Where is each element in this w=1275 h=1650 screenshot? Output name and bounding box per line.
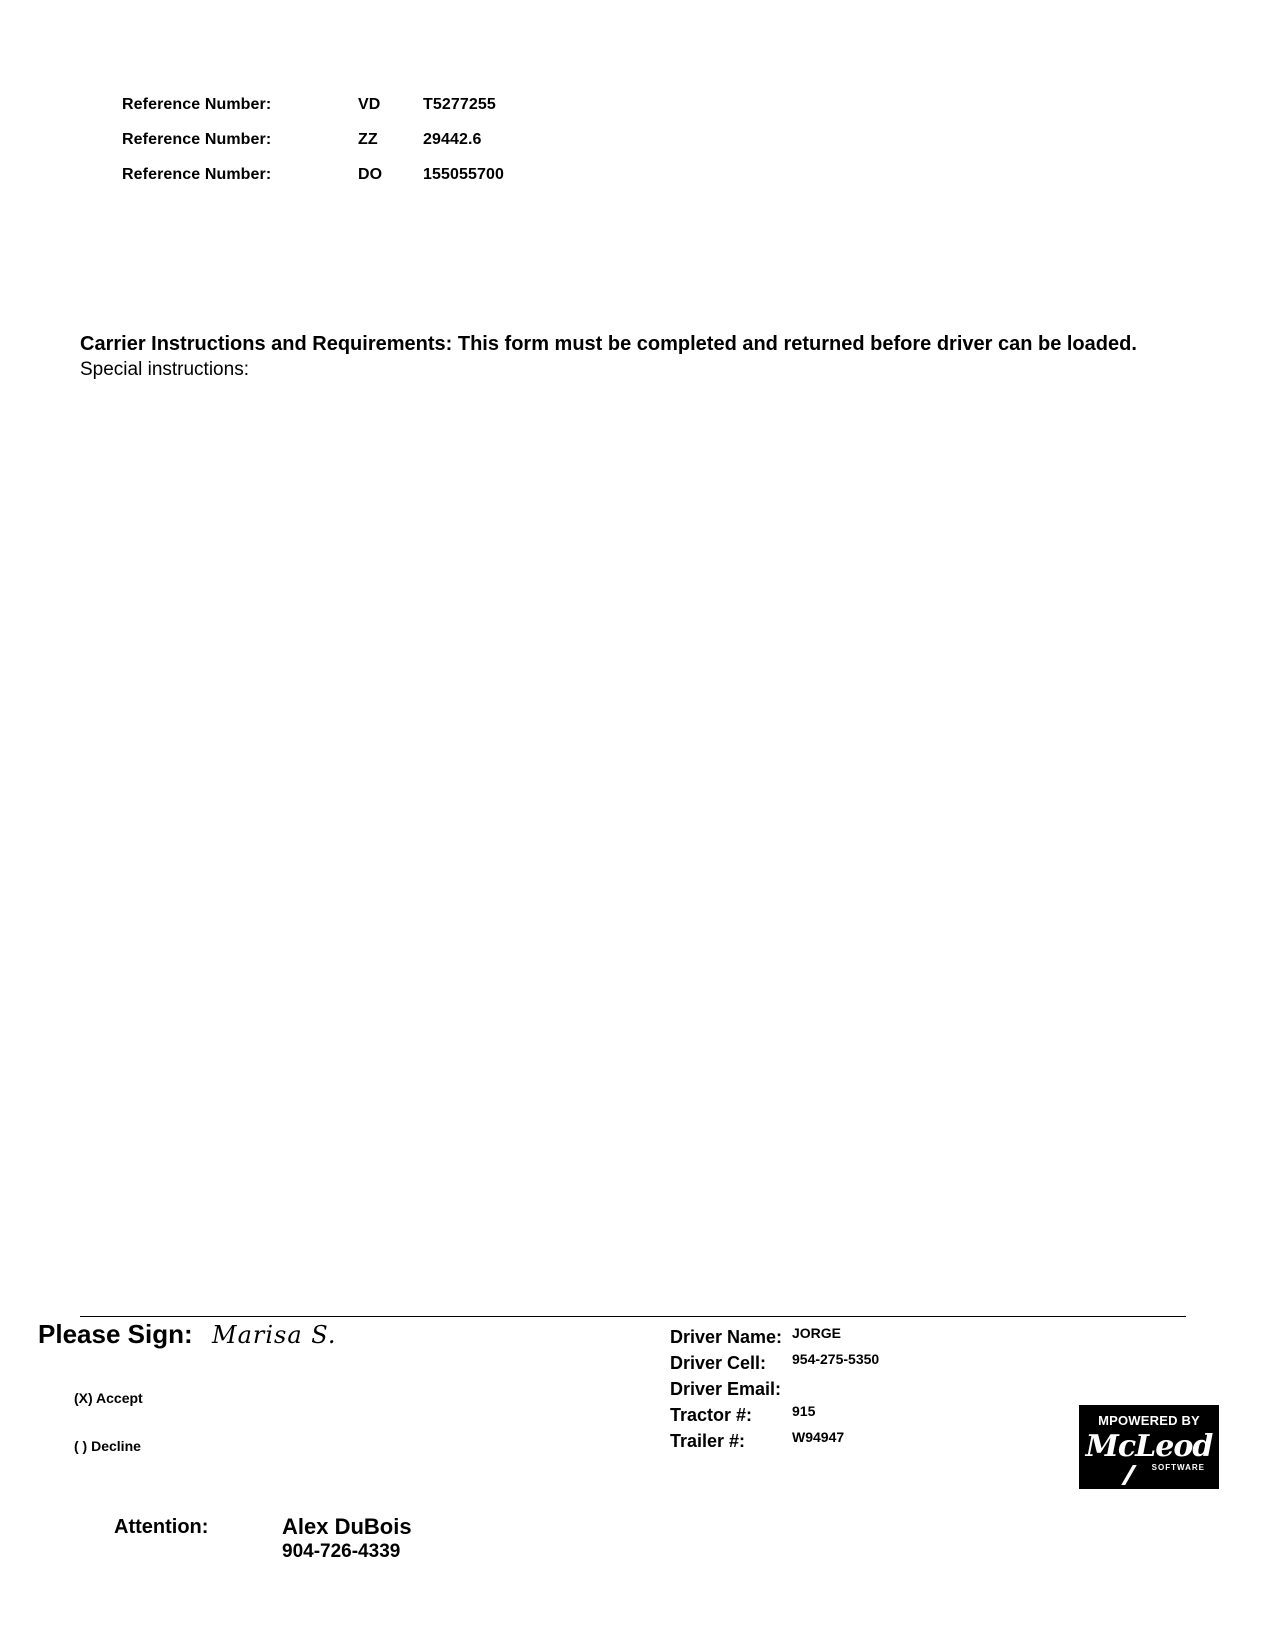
please-sign-label: Please Sign: (38, 1319, 193, 1349)
logo-slash-mark (1121, 1465, 1137, 1485)
tractor-value: 915 (792, 1403, 816, 1419)
carrier-instructions-title: Carrier Instructions and Requirements: This form must be completed and returned before driver can be loaded. (80, 333, 1137, 355)
reference-code: VD (358, 96, 381, 113)
mcleod-software-logo (1079, 1405, 1219, 1489)
reference-code: DO (358, 166, 383, 183)
reference-value: T5277255 (423, 96, 496, 113)
attention-phone: 904-726-4339 (282, 1541, 401, 1562)
trailer-label: Trailer #: (670, 1431, 746, 1451)
trailer-value: W94947 (792, 1429, 845, 1445)
driver-name-label: Driver Name: (670, 1327, 783, 1347)
accept-option[interactable]: (X) Accept (74, 1390, 143, 1406)
reference-value: 29442.6 (423, 131, 482, 148)
driver-email-label: Driver Email: (670, 1379, 782, 1399)
driver-name-value: JORGE (792, 1325, 842, 1341)
logo-brand: McLeod (1085, 1429, 1213, 1464)
logo-powered-by: MPOWERED BY (1098, 1413, 1200, 1428)
signature[interactable]: Marisa S. (212, 1321, 337, 1349)
special-instructions-label: Special instructions: (80, 359, 249, 380)
attention-name: Alex DuBois (282, 1514, 412, 1539)
logo-software: SOFTWARE (1151, 1463, 1205, 1472)
decline-option[interactable]: ( ) Decline (74, 1438, 141, 1454)
reference-value: 155055700 (423, 166, 504, 183)
tractor-label: Tractor #: (670, 1405, 753, 1425)
reference-code: ZZ (358, 131, 378, 148)
attention-label: Attention: (114, 1516, 209, 1538)
driver-cell-value: 954-275-5350 (792, 1351, 880, 1367)
driver-cell-label: Driver Cell: (670, 1353, 767, 1373)
reference-label: Reference Number: (122, 166, 272, 183)
signature-divider (80, 1316, 1186, 1317)
reference-label: Reference Number: (122, 131, 272, 148)
reference-label: Reference Number: (122, 96, 272, 113)
